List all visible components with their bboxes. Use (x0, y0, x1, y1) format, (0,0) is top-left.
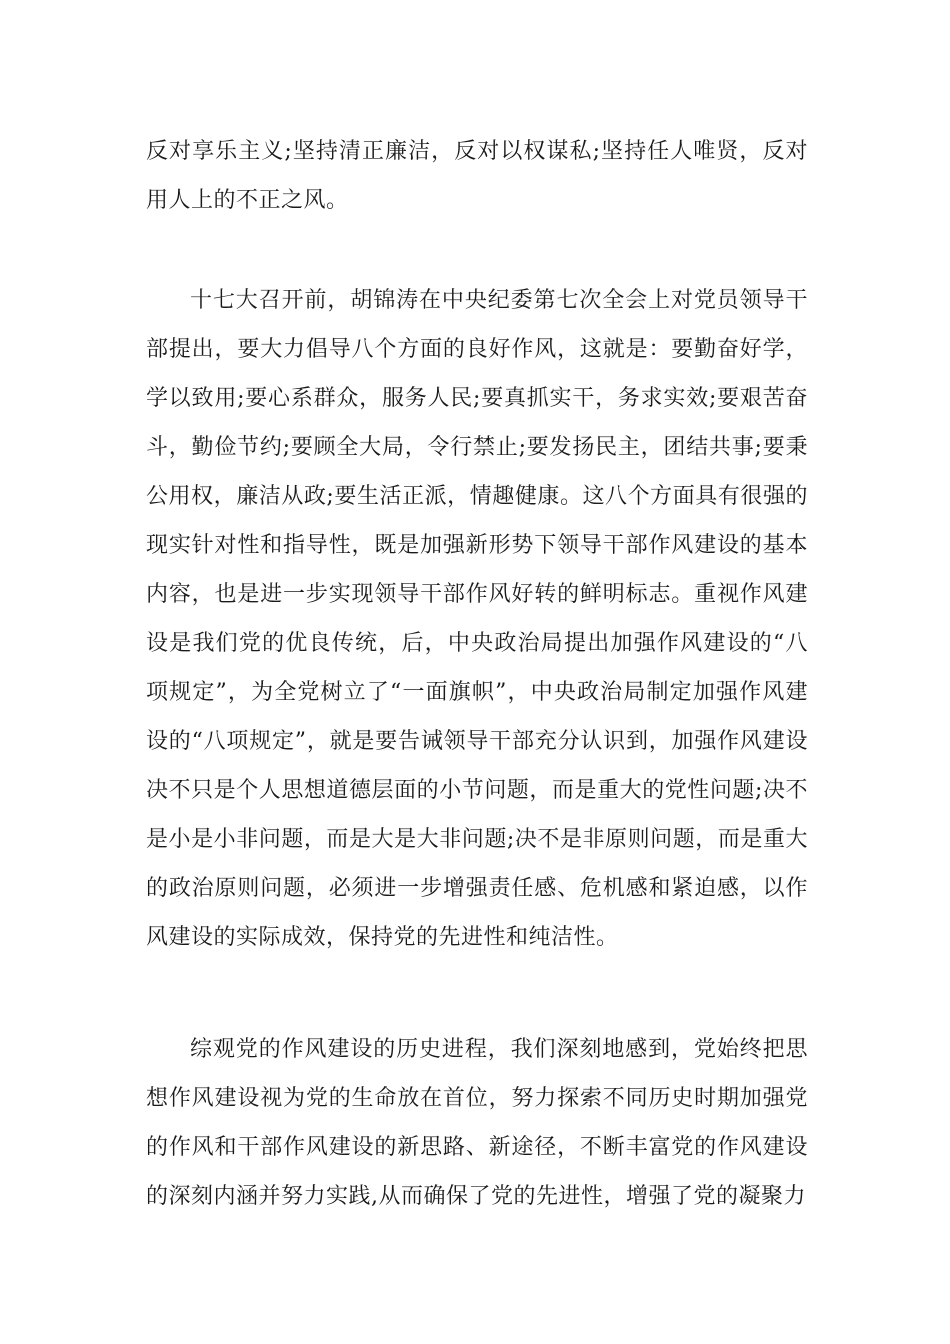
paragraph-history-review: 综观党的作风建设的历史进程，我们深刻地感到，党始终把思想作风建设视为党的生命放在首位，努力探索不同历史时期加强党的作风和干部作风建设的新思路、新途径，不断丰富党的作风建设的深刻内涵并努力实践,从而确保了党的先进性，增强了党的凝聚力 (146, 1037, 808, 1209)
paragraph-continuation: 反对享乐主义;坚持清正廉洁，反对以权谋私;坚持任人唯贤，反对用人上的不正之风。 (146, 139, 808, 213)
paragraph-eight-styles: 十七大召开前，胡锦涛在中央纪委第七次全会上对党员领导干部提出，要大力倡导八个方面的良好作风，这就是：要勤奋好学，学以致用;要心系群众，服务人民;要真抓实干，务求实效;要艰苦奋斗，勤俭节约;要顾全大局，令行禁止;要发扬民主，团结共事;要秉公用权，廉洁从政;要生活正派，情趣健康。这八个方面具有很强的现实针对性和指导性，既是加强新形势下领导干部作风建设的基本内容，也是进一步实现领导干部作风好转的鲜明标志。重视作风建设是我们党的优良传统，后，中央政治局提出加强作风建设的“八项规定”，为全党树立了“一面旗帜”，中央政治局制定加强作风建设的“八项规定”，就是要告诫领导干部充分认识到，加强作风建设决不只是个人思想道德层面的小节问题，而是重大的党性问题;决不是小是小非问题，而是大是大非问题;决不是非原则问题，而是重大的政治原则问题，必须进一步增强责任感、危机感和紧迫感，以作风建设的实际成效，保持党的先进性和纯洁性。 (146, 288, 808, 950)
